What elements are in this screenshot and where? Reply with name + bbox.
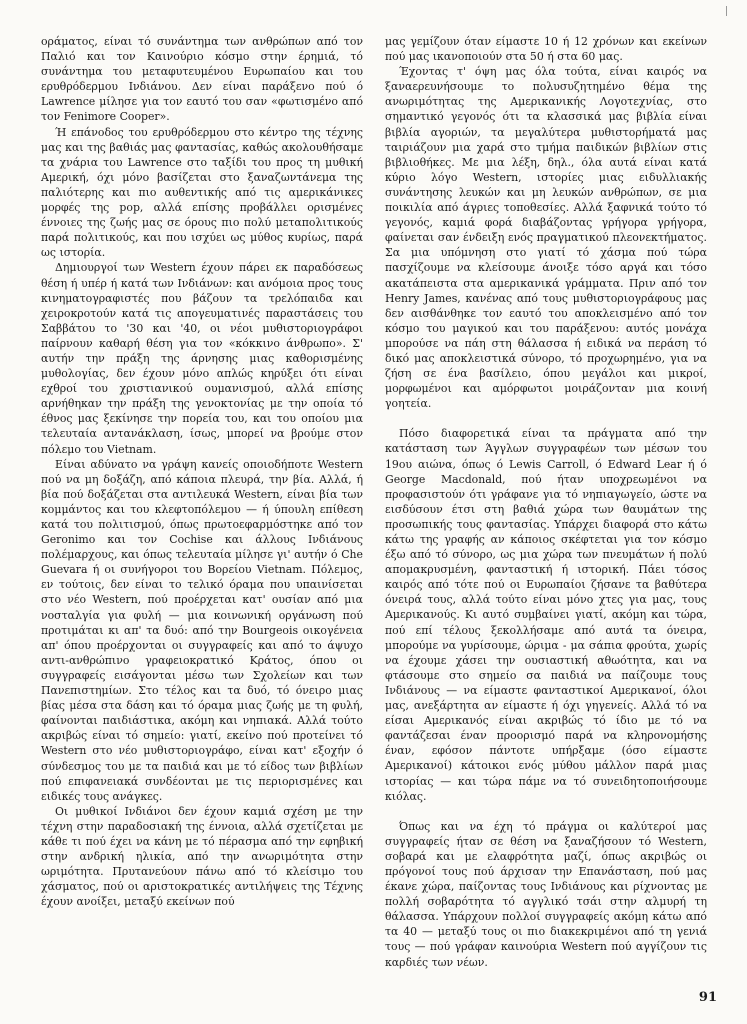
paragraph: Είναι αδύνατο να γράψη κανείς οποιοδήποτε Western πού να μη δοξάζη, από κάποια πλευρά, την βία. Αλλά, ή βία πού δοξάζεται στα αντιλευκά Western, είναι βία των κομμάντος και του κλεφτοπόλεμου — ή ύπουλη επίθεση κατά του πολιτισμού, όπως πρωτοεφαρμόστηκε από τον Geronimo και τον Cochise και άλλους Ινδιάνους πολέμαρχους, και όπως τελευταία μίλησε γι' αυτήν ό Che Guevara ή οι συνήγοροι του Βορείου Vietnam. Πόλεμος, εν τούτοις, δεν είναι το τελικό όραμα που υπαινίσεται στο νέο Western, πού προέρχεται κατ' ουσίαν από μια νοσταλγία για φυλή — μια κοινωνική οργάνωση πού προτιμάται κι απ' τα δυό: από την Bourgeois οικογένεια απ' όπου προέρχονται οι συγγραφείς και από το άψυχο αντι-ανθρώπινο γραφειοκρατικό Κράτος, όπου οι συγγραφείς εισάγονται μέσω των Σχολείων και των Πανεπιστημίων. Στο τέλος και τα δυό, τό όνειρο μιας βίας μέσα στα δάση και τό όραμα μιας ζωής με τη φυλή, φαίνονται παιδιάστικα, ακόμη και νηπιακά. Αλλά τούτο ακριβώς είναι τό σημείο: γιατί, εκείνο πού προτείνει τό Western στο νέο μυθιστοριογράφο, είναι κατ' εξοχήν ό σύνδεσμος του με τα παιδιά και με τό είδος των βιβλίων πού επιφανειακά συνδέονται με τις περιορισμένες και ειδικές τους ανάγκες. xyxy=(41,457,363,803)
margin-mark xyxy=(726,6,727,16)
right-column xyxy=(385,34,707,970)
paragraph: Όπως και να έχη τό πράγμα οι καλύτεροί μας συγγραφείς ήταν σε θέση να ξαναζήσουν τό Western, σοβαρά και με ελαφρότητα μαζί, όπως ακριβώς οι πρόγονοί τους πού άρχισαν την Επανάσταση, πού μας έκανε χώρα, παίζοντας τους Ινδιάνους και ρίχνοντας με πολλή σοβαρότητα τό αγγλικό τσάι στην αλμυρή τη θάλασσα. Υπάρχουν πολλοί συγγραφείς ακόμη κάτω από τα 40 — μεταξύ τους οι πιο διακεκριμένοι από τη γενιά τους — πού γράφαν καινούρια Western πού αγγίζουν τις καρδιές των νέων. xyxy=(385,819,707,969)
paragraph: Ή επάνοδος του ερυθρόδερμου στο κέντρο της τέχνης μας και της βαθιάς μας φαντασίας, καθώς ακολουθήσαμε τα χνάρια του Lawrence στο ταξίδι του προς τη μυθική Αμερική, όχι μόνο βασίζεται στο ξαναζωντάνεμα της παλιότερης και πιο αυθεντικής από τις αμερικάνικες μορφές της pop, αλλά επίσης προβάλλει ορισμένες έννοιες της ζωής μας σε όρους πιο πολύ μεταπολιτικούς παρά πολιτικούς, και που ισχύει ως μύθος κυρίως, παρά ως ιστορία. xyxy=(41,125,363,260)
paragraph: Πόσο διαφορετικά είναι τα πράγματα από την κατάσταση των Άγγλων συγγραφέων των μέσων του 19ου αιώνα, όπως ό Lewis Carroll, ό Edward Lear ή ό George Macdonald, πού ήταν υποχρεωμένοι να προφασιστούν ότι γράφανε για τό νηπιαγωγείο, ώστε να εισδύσουν έτσι στη βαθιά χώρα των θαυμάτων της προσωπικής τους φαντασίας. Υπάρχει διαφορά στο κάτω κάτω της γραφής αν κάποιος σκέφτεται για τον κόσμο έξω από τό σύνορο, ως μια χώρα των πνευμάτων ή πολύ απομακρυσμένη, φανταστική ή ιστορική. Πάει τόσος καιρός από τότε πού οι Ευρωπαίοι ζήσανε τα βαθύτερα όνειρά τους, αλλά τούτο είναι μόνο χτες για μας, τους Αμερικανούς. Κι αυτό συμβαίνει γιατί, ακόμη και τώρα, πού επί τέλους ξεκολλήσαμε από αυτά τα όνειρα, μπορούμε να γυρίσουμε, ώριμα - μα σάπια φρούτα, χωρίς να έχουμε χάσει την ουσιαστική αθωότητα, και να φτάσουμε στο σημείο σα παιδιά να παίζουμε τους Ινδιάνους — να είμαστε φανταστικοί Αμερικανοί, όλοι μας, ανεξάρτητα αν είμαστε ή όχι γηγενείς. Αλλά τό να είσαι Αμερικανός είναι ακριβώς τό ίδιο με τό να φαντάζεσαι έναν προορισμό παρά να κληρονομήσης έναν, εφόσον πάντοτε υπήρξαμε (όσο είμαστε Αμερικανοί) κάτοικοι ενός μύθου μάλλον παρά μιας ιστορίας — και τώρα πάμε να τό συνειδητοποιήσουμε κιόλας. xyxy=(385,427,707,803)
left-column xyxy=(41,34,363,909)
paragraph: μας γεμίζουν όταν είμαστε 10 ή 12 χρόνων και εκείνων πού μας ικανοποιούν στα 50 ή στα 60 μας. xyxy=(385,35,707,64)
paragraph: Οι μυθικοί Ινδιάνοι δεν έχουν καμιά σχέση με την τέχνη στην παραδοσιακή της έννοια, αλλά σχετίζεται με κάθε τι πού έχει να κάνη με τό πέρασμα από την εφηβική στην ανδρική ηλικία, από την ανωριμότητα στην ωριμότητα. Πρυτανεύουν πάνω από τό κλείσιμο του χάσματος, πού οι αριστοκρατικές αντιλήψεις της Τέχνης έχουν ανοίξει, μεταξύ εκείνων πού xyxy=(41,804,363,909)
paragraph: Έχοντας τ' όψη μας όλα τούτα, είναι καιρός να ξαναερευνήσουμε το πολυσυζητημένο θέμα της ανωριμότητας της Αμερικανικής Λογοτεχνίας, στο σημαντικό γεγονός ότι τα κλασσικά μας βιβλία είναι βιβλία αγοριών, τα μεγαλύτερα μυθιστορήματά μας ταιριάζουν μια χαρά στο τμήμα παιδικών βιβλίων στις βιβλιοθήκες. Με μια λέξη, δηλ., όλα αυτά είναι κατά κύριο λόγο Western, ιστορίες μιας ειδυλλιακής συνάντησης λευκών και μη λευκών ανθρώπων, σε μια ποικιλία από άγριες τοποθεσίες. Αλλά ξαφνικά τούτο τό γεγονός, καμιά φορά διαβάζοντας γρήγορα γρήγορα, φαίνεται σαν ένδειξη ενός πραγματικού πλεονεκτήματος. Σα μια υπόμνηση στο γιατί τό χάσμα πού τώρα πασχίζουμε να κλείσουμε άνοιξε τόσο αργά και τόσο ακατάπειστα στα αμερικανικά γράμματα. Πριν από τον Henry James, κανένας από τους μυθιστοριογράφους μας δεν αισθάνθηκε τον εαυτό του αποκλεισμένο από τον κόσμο του μαγικού και του παράξενου: αυτός μονάχα μπορούσε να πάη στη θάλασσα ή ειδικά να περάση τό δικό μας αποκλειστικά σύνορο, τό προχωρημένο, για να ζήση σε ένα βασίλειο, όπου μεγάλοι και μικροί, μορφωμένοι και αμόρφωτοι μοιράζονταν μια κοινή γοητεία. xyxy=(385,65,707,411)
paragraph: Δημιουργοί των Western έχουν πάρει εκ παραδόσεως θέση ή υπέρ ή κατά των Ινδιάνων: και ανόμοια προς τους κινηματογραφιστές που βάζουν τα τρελόπαιδα και χειροκροτούν κατά τις απογευματινές παραστάσεις του Σαββάτου το '30 και '40, οι νέοι μυθιστοριογράφοι παίρνουν καθαρή θέση για τον «κόκκινο άνθρωπο». Σ' αυτήν την πράξη της άρνησης μιας καθορισμένης μυθολογίας, δεν έχουν μόνο απλώς κηρύξει ότι είναι εχθροί του χριστιανικού ουμανισμού, αλλά επίσης αρνήθηκαν την πράξη της γενοκτονίας με την οποία τό έθνος μας ξεκίνησε την πορεία του, και του οποίου μια τελευταία αντανάκλαση, ίσως, μπορεί να βρούμε στον πόλεμο του Vietnam. xyxy=(41,261,363,456)
page-number: 91 xyxy=(698,990,717,1005)
paragraph: οράματος, είναι τό συνάντημα των ανθρώπων από τον Παλιό και τον Καινούριο κόσμο στην έρημιά, τό συνάντημα του μεταφυτευμένου Ευρωπαίου και του ερυθρόδερμου Ινδιάνου. Δεν είναι παράξενο πού ό Lawrence μίλησε για τον εαυτό του σαν «φωτισμένο από τον Fenimore Cooper». xyxy=(41,35,363,124)
